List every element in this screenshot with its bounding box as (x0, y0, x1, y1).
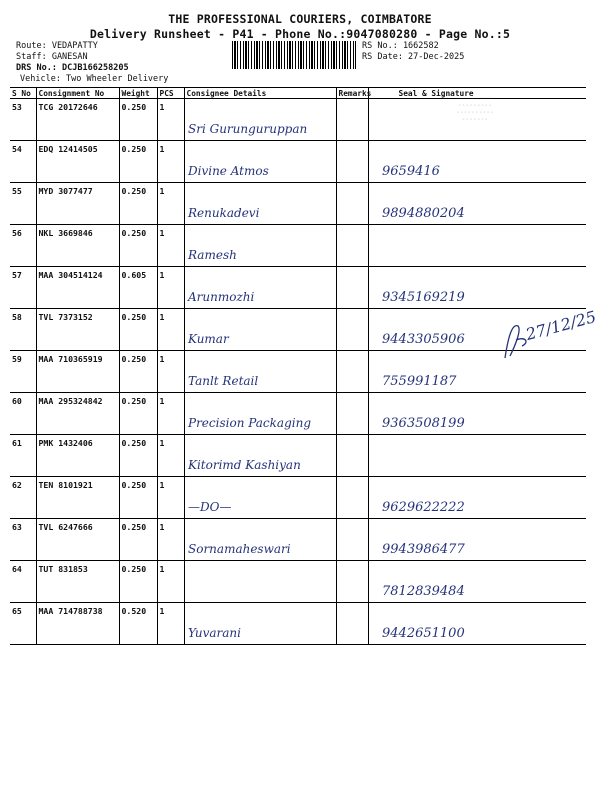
row-seal (368, 393, 586, 435)
signature-phone-handwriting: 9443305906 (382, 332, 465, 347)
company-title: THE PROFESSIONAL COURIERS, COIMBATORE (168, 12, 432, 26)
col-consignment: Consignment No (36, 88, 119, 99)
signature-phone-handwriting: 755991187 (382, 374, 457, 389)
row-consignee (184, 183, 336, 225)
row-sno: 55 (10, 183, 36, 225)
right-meta (362, 41, 464, 63)
row-pcs: 1 (157, 141, 184, 183)
table-row (10, 603, 586, 645)
row-weight: 0.250 (119, 141, 157, 183)
signature-phone-handwriting: 9345169219 (382, 290, 465, 305)
row-seal (368, 561, 586, 603)
row-consignee (184, 141, 336, 183)
row-consignee (184, 435, 336, 477)
row-seal (368, 435, 586, 477)
runsheet-subtitle: Delivery Runsheet - P41 - Phone No.:9047080280 - Page No.:5 (89, 27, 511, 41)
table-row (10, 393, 586, 435)
consignee-handwriting: Ramesh (188, 248, 237, 262)
table-row (10, 141, 586, 183)
row-consignee (184, 477, 336, 519)
row-weight: 0.250 (119, 183, 157, 225)
col-remarks: Remarks (336, 88, 368, 99)
row-seal (368, 141, 586, 183)
row-weight: 0.605 (119, 267, 157, 309)
row-remarks (336, 435, 368, 477)
consignee-handwriting: —DO— (188, 500, 232, 514)
row-remarks (336, 309, 368, 351)
signature-phone-handwriting: 9363508199 (382, 416, 465, 431)
consignee-handwriting: Arunmozhi (188, 290, 255, 304)
row-sno: 58 (10, 309, 36, 351)
row-weight: 0.250 (119, 309, 157, 351)
row-weight: 0.250 (119, 99, 157, 141)
row-pcs: 1 (157, 309, 184, 351)
row-remarks (336, 519, 368, 561)
row-remarks (336, 99, 368, 141)
consignee-handwriting: Kumar (188, 332, 229, 346)
row-weight: 0.250 (119, 351, 157, 393)
table-row (10, 183, 586, 225)
row-consignment: MAA 295324842 (36, 393, 119, 435)
row-consignment: TVL 6247666 (36, 519, 119, 561)
row-sno: 54 (10, 141, 36, 183)
signature-phone-handwriting: 9943986477 (382, 542, 465, 557)
signature-phone-handwriting: 9629622222 (382, 500, 465, 515)
table-row (10, 267, 586, 309)
row-consignment: MAA 304514124 (36, 267, 119, 309)
consignee-handwriting: Yuvarani (188, 626, 241, 640)
row-seal (368, 603, 586, 645)
drs-label: DRS No.: DCJB166258205 (16, 63, 129, 73)
row-pcs: 1 (157, 351, 184, 393)
row-pcs: 1 (157, 477, 184, 519)
row-sno: 60 (10, 393, 36, 435)
row-consignment: MAA 710365919 (36, 351, 119, 393)
row-consignment: MAA 714788738 (36, 603, 119, 645)
consignee-handwriting: Divine Atmos (188, 164, 269, 178)
signature-phone-handwriting: 7812839484 (382, 584, 465, 599)
staff-label: Staff: GANESAN (16, 52, 88, 62)
left-meta (16, 41, 168, 85)
rs-date-label: RS Date: 27-Dec-2025 (362, 52, 465, 62)
margin-date: 27/12/25 (523, 307, 599, 344)
row-remarks (336, 477, 368, 519)
row-consignee (184, 561, 336, 603)
seal-stamp: ◦ ◦ ◦ ◦ ◦ ◦ ◦ ◦ ◦ ◦ ◦ ◦ ◦ ◦ ◦ ◦ ◦ ◦ ◦ ◦ ◦ ◦ ◦ ◦ ◦ ◦ ◦ ◦ ◦ ◦ ◦ ◦ ◦ ◦ ◦ ◦ (456, 96, 494, 123)
row-consignment: EDQ 12414505 (36, 141, 119, 183)
row-pcs: 1 (157, 519, 184, 561)
row-consignee (184, 603, 336, 645)
row-sno: 65 (10, 603, 36, 645)
row-consignment: PMK 1432406 (36, 435, 119, 477)
row-weight: 0.250 (119, 393, 157, 435)
row-sno: 56 (10, 225, 36, 267)
row-remarks (336, 225, 368, 267)
row-seal (368, 225, 586, 267)
row-consignment: TUT 831853 (36, 561, 119, 603)
col-pcs: PCS (157, 88, 184, 99)
signature-phone-handwriting: 9894880204 (382, 206, 465, 221)
signature-phone-handwriting: 9659416 (382, 164, 440, 179)
row-remarks (336, 141, 368, 183)
row-consignment: MYD 3077477 (36, 183, 119, 225)
row-weight: 0.520 (119, 603, 157, 645)
table-row (10, 561, 586, 603)
row-sno: 53 (10, 99, 36, 141)
row-seal (368, 519, 586, 561)
row-pcs: 1 (157, 99, 184, 141)
row-remarks (336, 267, 368, 309)
signature-phone-handwriting: 9442651100 (382, 626, 465, 641)
row-consignee (184, 351, 336, 393)
row-pcs: 1 (157, 561, 184, 603)
row-consignee (184, 309, 336, 351)
rs-no-label: RS No.: 1662582 (362, 41, 439, 51)
row-sno: 57 (10, 267, 36, 309)
consignee-handwriting: Kitorimd Kashiyan (188, 458, 301, 472)
table-row (10, 435, 586, 477)
consignee-handwriting: Renukadevi (188, 206, 260, 220)
route-label: Route: VEDAPATTY (16, 41, 98, 51)
row-consignment: TVL 7373152 (36, 309, 119, 351)
col-weight: Weight (119, 88, 157, 99)
col-seal: Seal & Signature (368, 88, 586, 99)
row-seal (368, 183, 586, 225)
row-pcs: 1 (157, 267, 184, 309)
consignee-handwriting: Precision Packaging (188, 416, 311, 430)
consignee-handwriting: Tanlt Retail (188, 374, 259, 388)
table-row (10, 225, 586, 267)
row-seal (368, 477, 586, 519)
consignee-handwriting: Sri Gurunguruppan (188, 122, 308, 136)
row-pcs: 1 (157, 183, 184, 225)
row-weight: 0.250 (119, 519, 157, 561)
row-sno: 64 (10, 561, 36, 603)
row-weight: 0.250 (119, 561, 157, 603)
margin-signature (500, 318, 590, 362)
barcode (232, 41, 356, 69)
row-remarks (336, 393, 368, 435)
row-consignee (184, 519, 336, 561)
row-pcs: 1 (157, 435, 184, 477)
col-sno: S No (10, 88, 36, 99)
row-sno: 62 (10, 477, 36, 519)
row-remarks (336, 561, 368, 603)
row-weight: 0.250 (119, 225, 157, 267)
row-pcs: 1 (157, 603, 184, 645)
row-consignee (184, 393, 336, 435)
row-seal (368, 267, 586, 309)
row-consignee (184, 99, 336, 141)
row-remarks (336, 351, 368, 393)
row-remarks (336, 183, 368, 225)
row-consignee (184, 267, 336, 309)
row-consignment: NKL 3669846 (36, 225, 119, 267)
runsheet-table (10, 87, 586, 645)
col-consignee: Consignee Details (184, 88, 336, 99)
table-row (10, 519, 586, 561)
row-consignment: TCG 20172646 (36, 99, 119, 141)
row-weight: 0.250 (119, 477, 157, 519)
row-pcs: 1 (157, 225, 184, 267)
table-row (10, 477, 586, 519)
row-sno: 63 (10, 519, 36, 561)
row-consignee (184, 225, 336, 267)
row-sno: 61 (10, 435, 36, 477)
row-remarks (336, 603, 368, 645)
row-sno: 59 (10, 351, 36, 393)
row-consignment: TEN 8101921 (36, 477, 119, 519)
row-pcs: 1 (157, 393, 184, 435)
vehicle-label: Vehicle: Two Wheeler Delivery (20, 74, 169, 84)
row-weight: 0.250 (119, 435, 157, 477)
consignee-handwriting: Sornamaheswari (188, 542, 291, 556)
